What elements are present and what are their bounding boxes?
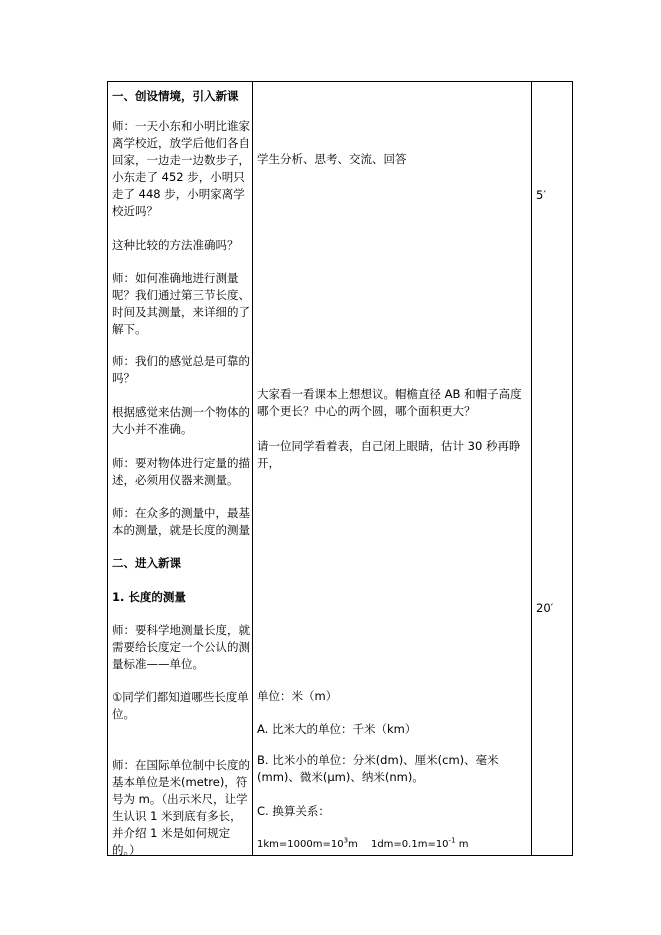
column-divider-1: [252, 81, 253, 856]
time-allocation-intro: 5′: [536, 188, 546, 202]
unit-meter: 单位：米（m）: [257, 689, 338, 703]
student-activity-estimate-time: 请一位同学看着表，自己闭上眼睛，估计 30 秒再睁开，: [257, 439, 521, 470]
note-senses-inaccurate: 根据感觉来估测一个物体的大小并不准确。: [112, 405, 250, 436]
conversion-heading: C. 换算关系：: [257, 804, 330, 818]
time-allocation-new-lesson: 20′: [536, 601, 554, 615]
teacher-note-length-measurement: 师：在众多的测量中，最基本的测量，就是长度的测量: [112, 506, 250, 537]
column-divider-2: [531, 81, 532, 856]
subsection-heading-length: 1. 长度的测量: [112, 590, 186, 604]
table-border-top: [107, 81, 573, 82]
teacher-question-steps: 师：一天小东和小明比谁家离学校近，放学后他们各自回家，一边走一边数步子，小东走了 452 步，小明只走了 448 步，小明家离学校近吗？: [112, 119, 250, 218]
section-heading-intro: 一、创设情境，引入新课: [112, 89, 239, 103]
teacher-intro-measurement: 师：如何准确地进行测量呢？我们通过第三节长度、时间及其测量，来详细的了解下。: [112, 271, 250, 336]
teacher-note-instruments: 师：要对物体进行定量的描述，必须用仪器来测量。: [112, 456, 250, 487]
units-larger-than-meter: A. 比米大的单位：千米（km）: [257, 722, 417, 736]
conversion-formula: $1km=1000m=10^3m$ $1dm=0.1m=10^{-1}$ m: [257, 836, 469, 850]
student-activity-analysis: 学生分析、思考、交流、回答: [257, 152, 407, 166]
teacher-question-method: 这种比较的方法准确吗？: [112, 238, 239, 252]
teacher-question-senses: 师：我们的感觉总是可靠的吗？: [112, 354, 250, 385]
student-activity-textbook: 大家看一看课本上想想议。帽檐直径 AB 和帽子高度哪个更长？中心的两个圆，哪个面积更大？: [257, 387, 522, 418]
teacher-note-si-unit: 师：在国际单位制中长度的基本单位是米(metre)，符号为 m。（出示米尺，让学生认识 1 米到底有多长，并介绍 1 米是如何规定的。）: [112, 758, 250, 857]
question-known-units: ①同学们都知道哪些长度单位。: [112, 690, 249, 721]
table-border-right: [572, 81, 573, 856]
teacher-note-unit: 师：要科学地测量长度，就需要给长度定一个公认的测量标准——单位。: [112, 623, 250, 671]
table-border-left: [107, 81, 108, 856]
section-heading-new-lesson: 二、进入新课: [112, 556, 181, 570]
units-smaller-than-meter: B. 比米小的单位：分米(dm)、厘米(cm)、毫米(mm)、微米(μm)、纳米(nm)。: [257, 753, 499, 784]
